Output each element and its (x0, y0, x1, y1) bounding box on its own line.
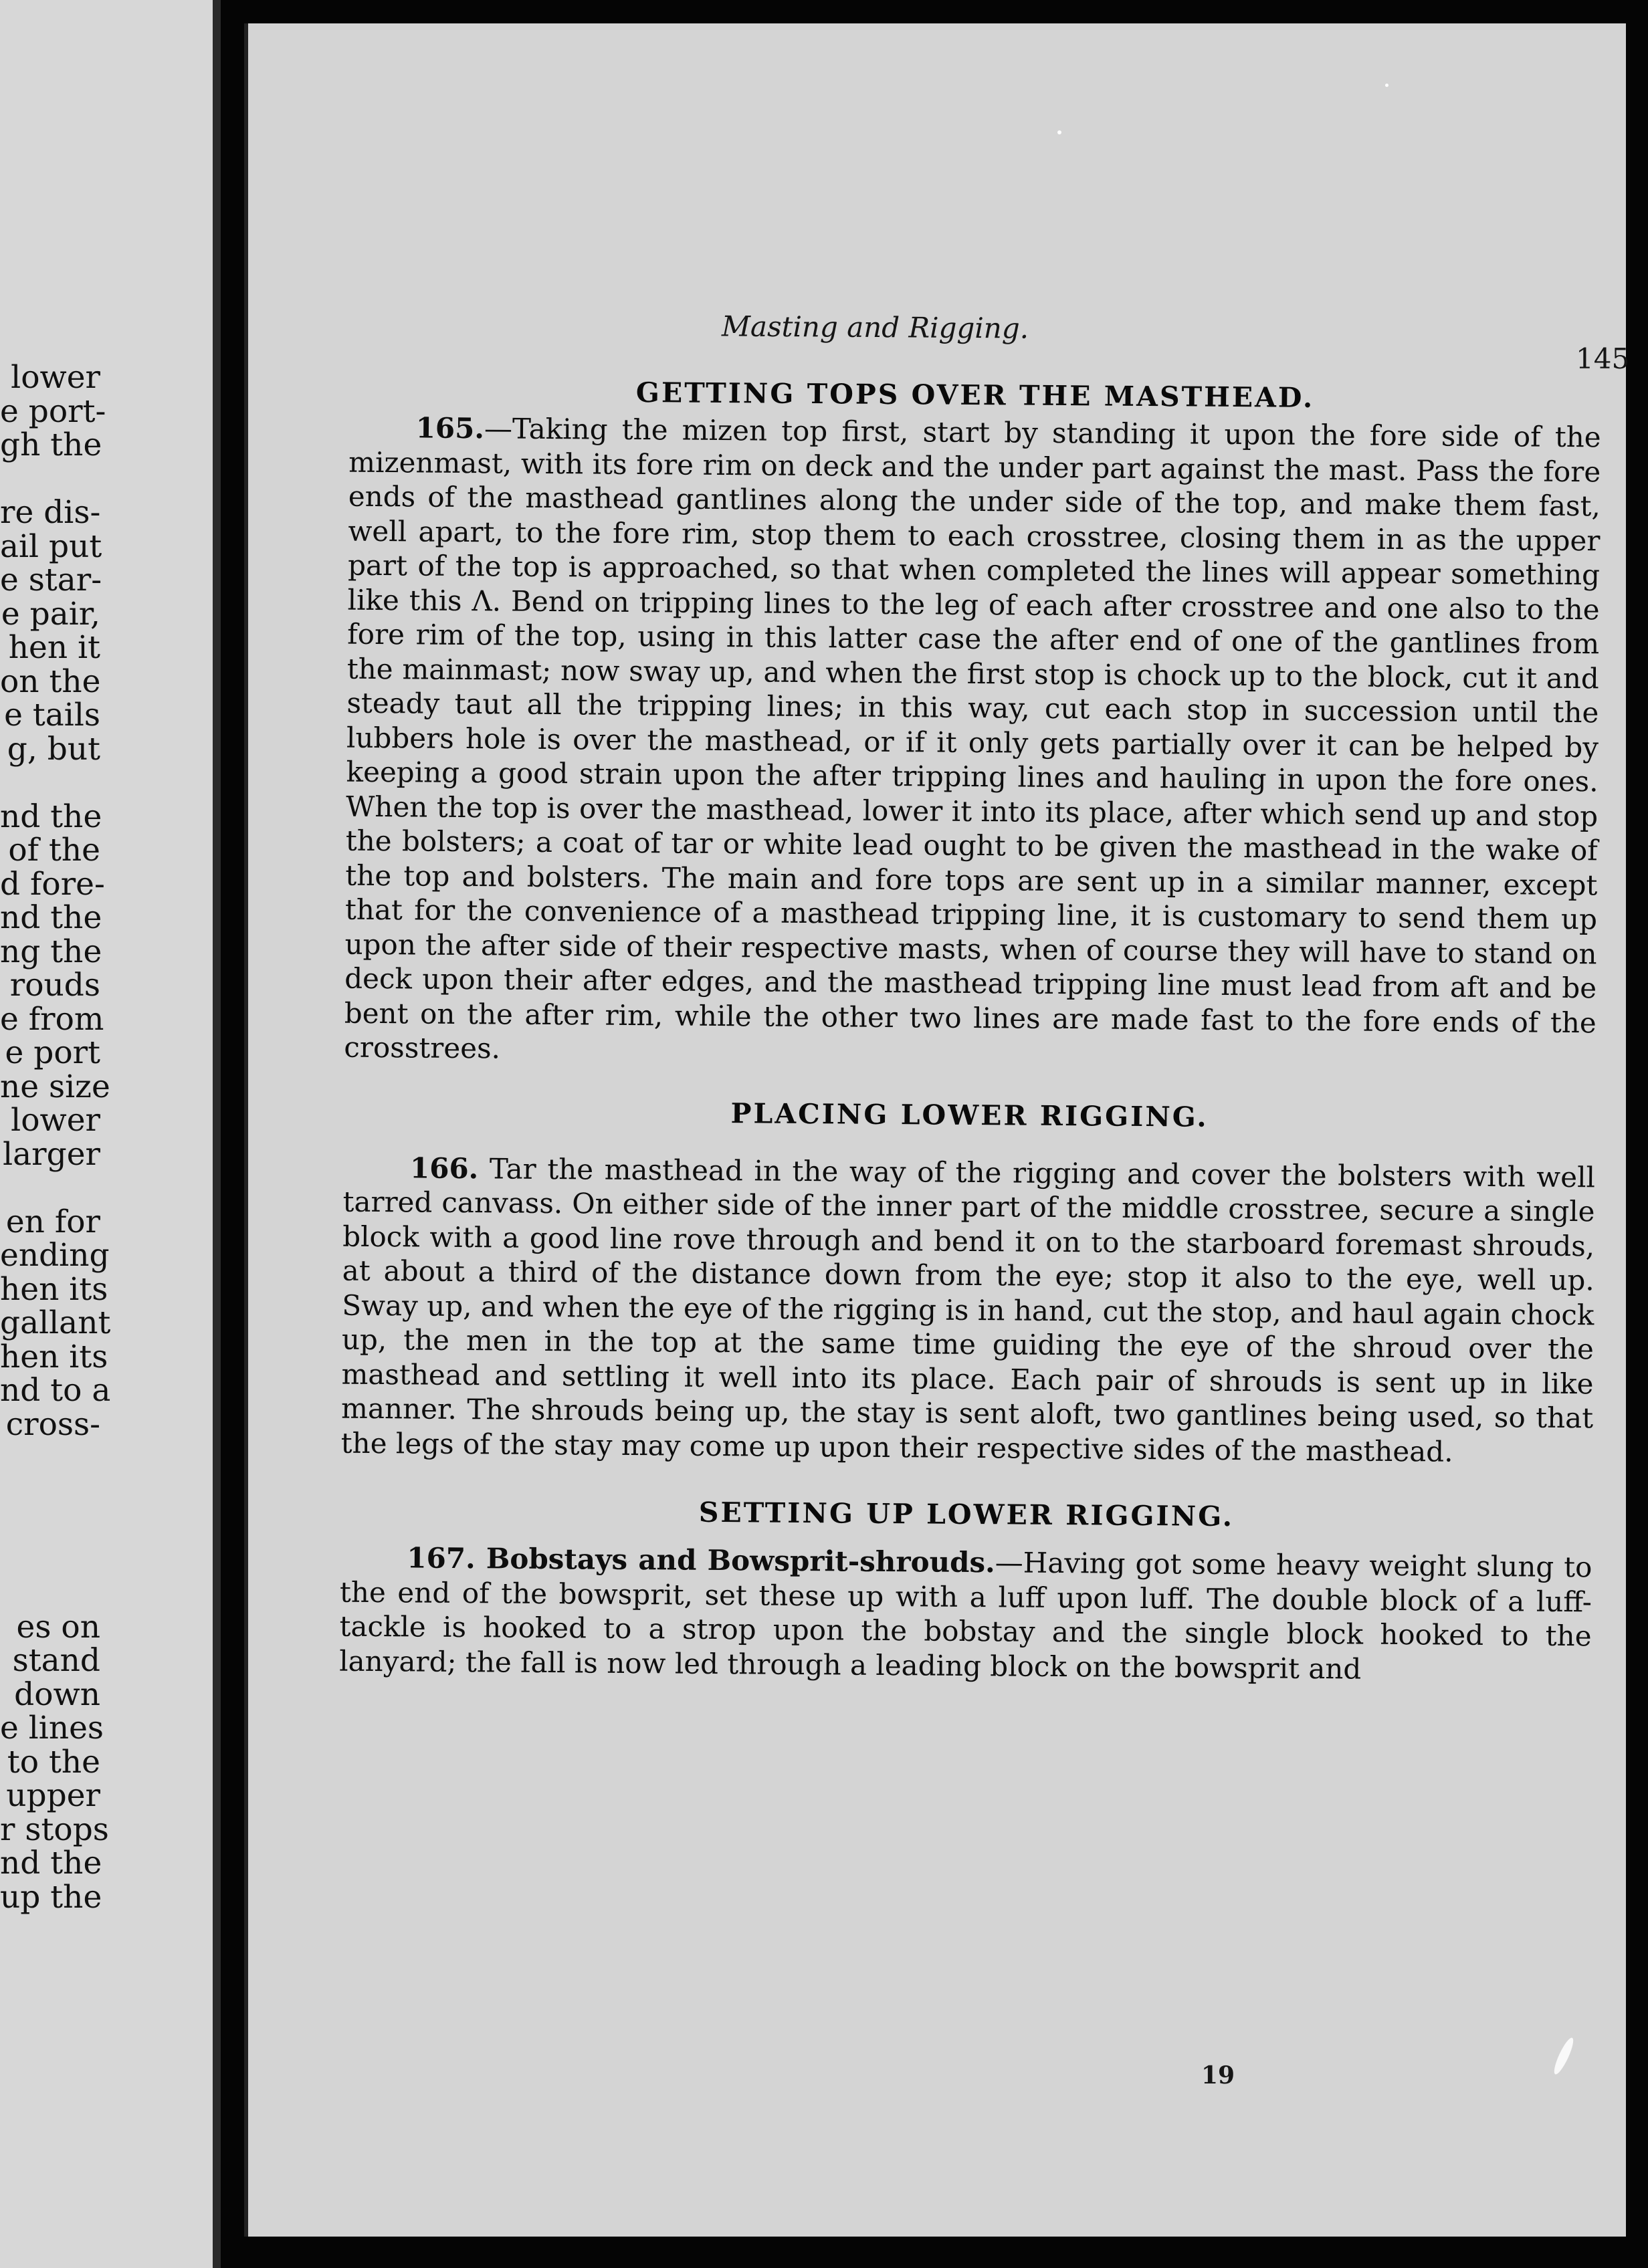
scan-speck (1385, 84, 1388, 87)
facing-page-line: nd the (0, 798, 102, 835)
facing-page-line: stand (12, 1642, 100, 1679)
facing-page-line: gh the (0, 427, 102, 463)
paragraph-lead: Bobstays and Bowsprit-shrouds. (475, 1542, 995, 1579)
facing-page-line: nd the (0, 899, 102, 936)
facing-page-line: e tails (4, 697, 100, 733)
section-paragraph (344, 411, 1601, 1074)
signature-mark: 19 (1201, 2061, 1235, 2089)
facing-page-edge (0, 0, 221, 2268)
page-gutter (213, 0, 221, 2268)
facing-page-line: d fore- (0, 865, 105, 903)
facing-page-line: ail put (0, 528, 102, 565)
facing-page-line: upper (6, 1777, 100, 1814)
paragraph-number: 167. (407, 1541, 476, 1575)
section-paragraph (341, 1150, 1596, 1470)
page-body (336, 313, 1602, 2088)
facing-page-line: cross- (5, 1405, 100, 1443)
facing-page-line: ng the (0, 933, 102, 970)
facing-page-line: nd the (0, 1845, 102, 1882)
facing-page-line: ne size (0, 1068, 110, 1105)
facing-page-line: hen it (8, 629, 100, 666)
facing-page-line: e star- (0, 562, 102, 598)
paragraph-text: —Taking the mizen top first, start by standing it upon the fore side of the mizenmast, with its fore rim on deck and the under part against the mast. Pass the fore ends of the masthead gantlines along the under side of the top, and make them fast, well apart, to the fore rim, stop them to each crosstree, closing them in as the upper part of the top is approached, so that when completed the lines will appear something like this Λ. Bend on tripping lines to the leg of each after crosstree and one also to the fore rim of the top, using in this latter case the after end of one of the gantlines from the mainmast; now sway up, and when the first stop is chock up to the block, cut it and steady taut all the tripping lines; in this way, cut each stop in succession until the lubbers hole is over the masthead, or if it only gets partially over it can be helped by keeping a good strain upon the after tripping lines and hauling in upon the fore ones. When the top is over the masthead, lower it into its place, after which send up and stop the bolsters; a coat of tar or white lead ought to be given the masthead in the wake of the top and bolsters. The main and fore tops are sent up in a similar manner, except that for the convenience of a masthead tripping line, it is customary to send them up upon the after side of their respective masts, when of course they will have to stand on deck upon their after edges, and the masthead tripping line must lead from aft and be bent on the after rim, while the other two lines are made fast to the fore ends of the crosstrees. (344, 412, 1601, 1065)
facing-page-line: e port (5, 1034, 100, 1071)
section-heading: GETTING TOPS OVER THE MASTHEAD. (635, 376, 1315, 414)
facing-page-line: hen its (0, 1338, 108, 1375)
paragraph-number: 166. (409, 1151, 479, 1185)
facing-page-line: gallant (0, 1305, 111, 1341)
facing-page-line: larger (3, 1135, 100, 1173)
facing-page-line: lower (11, 359, 100, 396)
facing-page-line: nd to a (0, 1372, 111, 1409)
page-number: 145 (1576, 342, 1630, 375)
facing-page-line: e port- (0, 392, 106, 430)
facing-page-line: e pair, (1, 595, 100, 633)
facing-page-line: up the (0, 1878, 102, 1916)
facing-page-line: g, but (7, 730, 100, 768)
facing-page-line: rouds (9, 967, 100, 1004)
facing-page-line: es on (16, 1608, 100, 1646)
facing-page-line: to the (7, 1743, 100, 1781)
section-heading: SETTING UP LOWER RIGGING. (698, 1496, 1235, 1533)
section-paragraph (339, 1541, 1592, 1688)
paragraph-number: 165. (415, 411, 485, 445)
facing-page-line: en for (5, 1203, 100, 1240)
facing-page-line: lower (11, 1102, 100, 1139)
running-head: Masting and Rigging. (721, 310, 1029, 345)
facing-page-line: e from (0, 1000, 104, 1038)
facing-page-line: hen its (0, 1270, 108, 1308)
scan-speck (1057, 130, 1061, 134)
facing-page-line: on the (0, 663, 101, 700)
facing-page-line: r stops (0, 1811, 109, 1848)
facing-page-line: down (14, 1676, 100, 1713)
facing-page-line: re dis- (0, 494, 101, 531)
facing-page-line: of the (8, 832, 100, 869)
paragraph-text: Tar the masthead in the way of the rigging and cover the bolsters with well tarred canvass. On either side of the inner part of the middle crosstree, secure a single block with a good line rove through and bend it on to the starboard foremast shrouds, at about a third of the distance down from the eye; stop it also to the eye, well up. Sway up, and when the eye of the rigging is in hand, cut the stop, and haul again chock up, the men in the top at the same time guiding the eye of the shroud over the masthead and settling it well into its place. Each pair of shrouds is sent up in like manner. The shrouds being up, the stay is sent aloft, two gantlines being used, so that the legs of the stay may come up upon their respective sides of the masthead. (340, 1151, 1596, 1468)
paragraph-text: —Having got some heavy weight slung to the end of the bowsprit, set these up with a luff upon luff. The double block of a luff-tackle is hooked to a strop upon the bobstay and the single block hooked to the lanyard; the fall is now led through a leading block on the bowsprit and (339, 1546, 1592, 1686)
facing-page-line: e lines (0, 1710, 104, 1746)
book-page (244, 23, 1630, 2237)
facing-page-line: ending (0, 1237, 110, 1274)
section-heading: PLACING LOWER RIGGING. (730, 1097, 1209, 1133)
